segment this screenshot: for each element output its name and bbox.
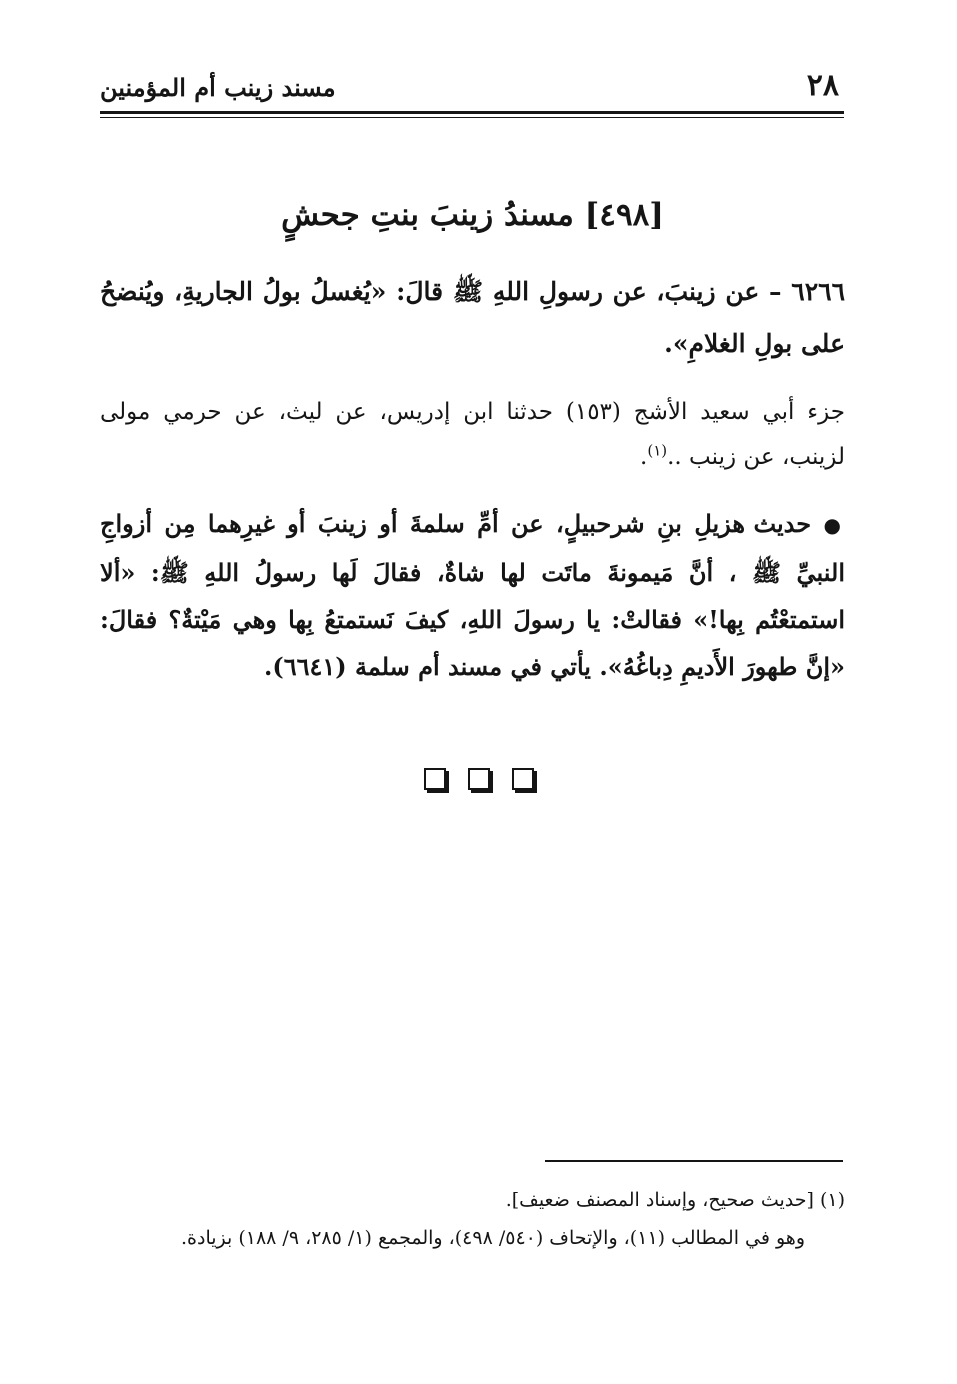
footnote-1: (١) [حديث صحيح، وإسناد المصنف ضعيف]. [505, 1189, 845, 1211]
page-number: ٢٨ [806, 68, 839, 103]
square-ornament-icon [468, 768, 490, 790]
note-text: حديث هزيلِ بنِ شرحبيلٍ، عن أمِّ سلمةَ أو زينبَ أو غيرِهما مِن أزواجِ النبيِّ ﷺ ، أنَّ مَيمونةَ ماتَت لها شاةٌ، فقالَ لَها رسولُ اللهِ ﷺ: «ألا استمتعْتُم بِها!» فقالتْ: يا رسولَ اللهِ، كيفَ نَستمتعُ بِها وهي مَيْتةٌ؟ فقالَ: «إنَّ طهورَ الأَديمِ دِباغُهُ». يأتي في مسند أم سلمة (٦٦٤١). [100, 509, 845, 681]
source-text: جزء أبي سعيد الأشج (١٥٣) حدثنا ابن إدريس، عن ليث، عن حرمي مولى لزينب، عن زينب .. [100, 399, 845, 470]
section-title: [٤٩٨] مسندُ زينبَ بنتِ جحشٍ [281, 197, 664, 233]
header-rule-thin [100, 117, 844, 118]
square-ornament-icon [512, 768, 534, 790]
section-separator [0, 768, 957, 798]
footnote-reference: (١) [647, 441, 668, 460]
square-ornament-icon [424, 768, 446, 790]
running-title: مسند زينب أم المؤمنين [100, 73, 336, 102]
source-paragraph: جزء أبي سعيد الأشج (١٥٣) حدثنا ابن إدريس، عن ليث، عن حرمي مولى لزينب، عن زينب ..$^{(١)}$. [100, 399, 845, 470]
footnote-rule [545, 1160, 843, 1162]
bullet-icon: ● [823, 513, 845, 537]
note-paragraph [100, 500, 845, 690]
page-header [100, 66, 845, 110]
footnote-1-continuation: وهو في المطالب (١١)، والإتحاف (٥٤٠/ ٤٩٨)، والمجمع (١/ ٢٨٥، ٩/ ١٨٨) بزيادة. [180, 1227, 805, 1249]
hadith-text: ٦٢٦٦ – عن زينبَ، عن رسولِ اللهِ ﷺ قالَ: «يُغسلُ بولُ الجاريةِ، ويُنضحُ على بولِ الغلامِ». [100, 277, 845, 358]
header-rule-thick [100, 111, 844, 114]
